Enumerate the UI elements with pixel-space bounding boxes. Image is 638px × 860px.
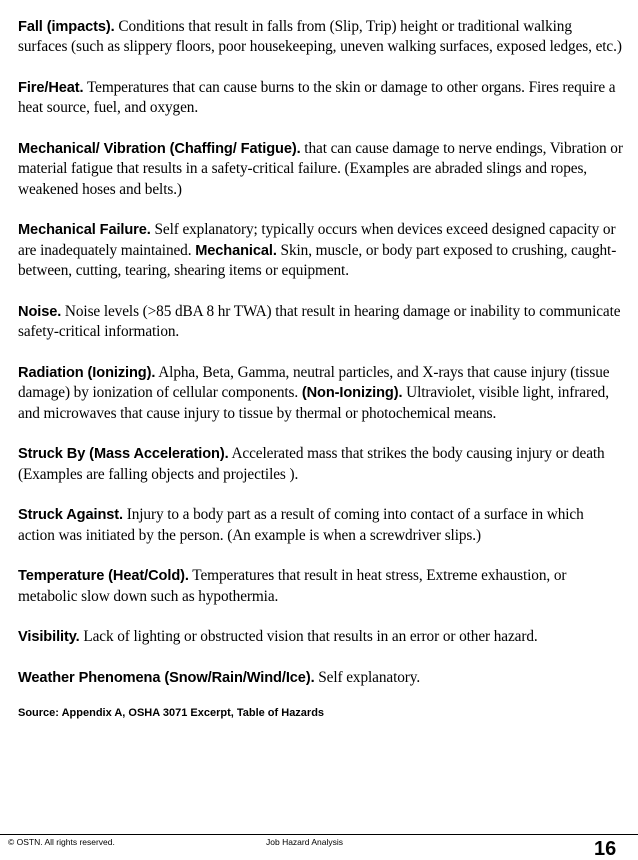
footer-title: Job Hazard Analysis [266,837,344,847]
hazard-description: Alpha, Beta, Gamma, neutral particles, and X-rays that cause injury (tissue damage) by ionization of cellular components. [18,363,610,402]
hazard-entry [18,78,624,119]
hazard-term: Struck Against. [18,507,124,524]
hazard-description: Temperatures that can cause burns to the skin or damage to other organs. Fires require a heat source, fuel, and oxygen. [18,79,616,117]
hazard-description: Noise levels (>85 dBA 8 hr TWA) that result in hearing damage or inability to communicate safety-critical information. [18,302,621,341]
hazard-term: Mechanical Failure. [18,222,151,239]
hazard-term: Visibility. [18,629,80,646]
hazard-description: Temperatures that result in heat stress, Extreme exhaustion, or metabolic slow down such as hypothermia. [18,567,567,605]
hazard-term: (Non-Ionizing). [301,385,403,402]
hazard-entry [18,627,624,647]
hazard-term: Weather Phenomena (Snow/Rain/Wind/Ice). [18,669,315,686]
hazard-description: Accelerated mass that strikes the body causing injury or death (Examples are falling objects and projectiles ). [18,445,605,483]
hazard-entry [18,17,624,58]
hazard-description: Self explanatory; typically occurs when devices exceed designed capacity or are inadequately maintained. [18,221,616,259]
hazard-entry [18,363,624,424]
hazard-description: Ultraviolet, visible light, infrared, and microwaves that cause injury to tissue by thermal or photochemical means. [18,384,609,422]
hazard-description: Injury to a body part as a result of coming into contact of a surface in which action was initiated by the person. (An example is when a screwdriver slips.) [18,506,584,544]
hazard-entry [18,139,624,200]
hazard-description: Lack of lighting or obstructed vision that results in an error or other hazard. [79,628,538,646]
hazard-entry [18,668,624,688]
hazard-term: Radiation (Ionizing). [18,364,156,381]
hazard-entry [18,302,624,343]
hazard-description: Self explanatory. [314,668,421,686]
hazard-description: Conditions that result in falls from (Slip, Trip) height or traditional walking surfaces (such as slippery floors, poor housekeeping, uneven walking surfaces, exposed ledges, etc.) [18,18,622,56]
hazard-term: Mechanical/ Vibration (Chaffing/ Fatigue). [18,141,301,157]
hazard-term: Fall (impacts). [18,19,115,35]
hazard-term: Mechanical. [195,242,277,259]
page-number: 16 [594,838,617,860]
hazard-term: Temperature (Heat/Cold). [18,568,189,585]
hazard-entry [18,220,624,281]
hazard-term: Fire/Heat. [18,80,84,96]
hazard-entry [18,505,624,546]
hazard-term: Struck By (Mass Acceleration). [18,446,229,463]
hazard-description: that can cause damage to nerve endings, Vibration or material fatigue that results in a safety-critical failure. (Examples are abraded slings and ropes, weakened hoses and belts.) [18,140,623,198]
hazard-list [18,17,624,720]
hazard-description: Skin, muscle, or body part exposed to crushing, caught-between, cutting, tearing, shearing items or equipment. [18,241,617,280]
footer-copyright: © OSTN. All rights reserved. [8,837,115,847]
source-citation: Source: Appendix A, OSHA 3071 Excerpt, Table of Hazards [18,707,325,720]
footer-divider [0,834,638,835]
hazard-entries [18,17,624,688]
hazard-entry [18,444,624,485]
hazard-entry [18,566,624,607]
hazard-term: Noise. [18,303,62,320]
